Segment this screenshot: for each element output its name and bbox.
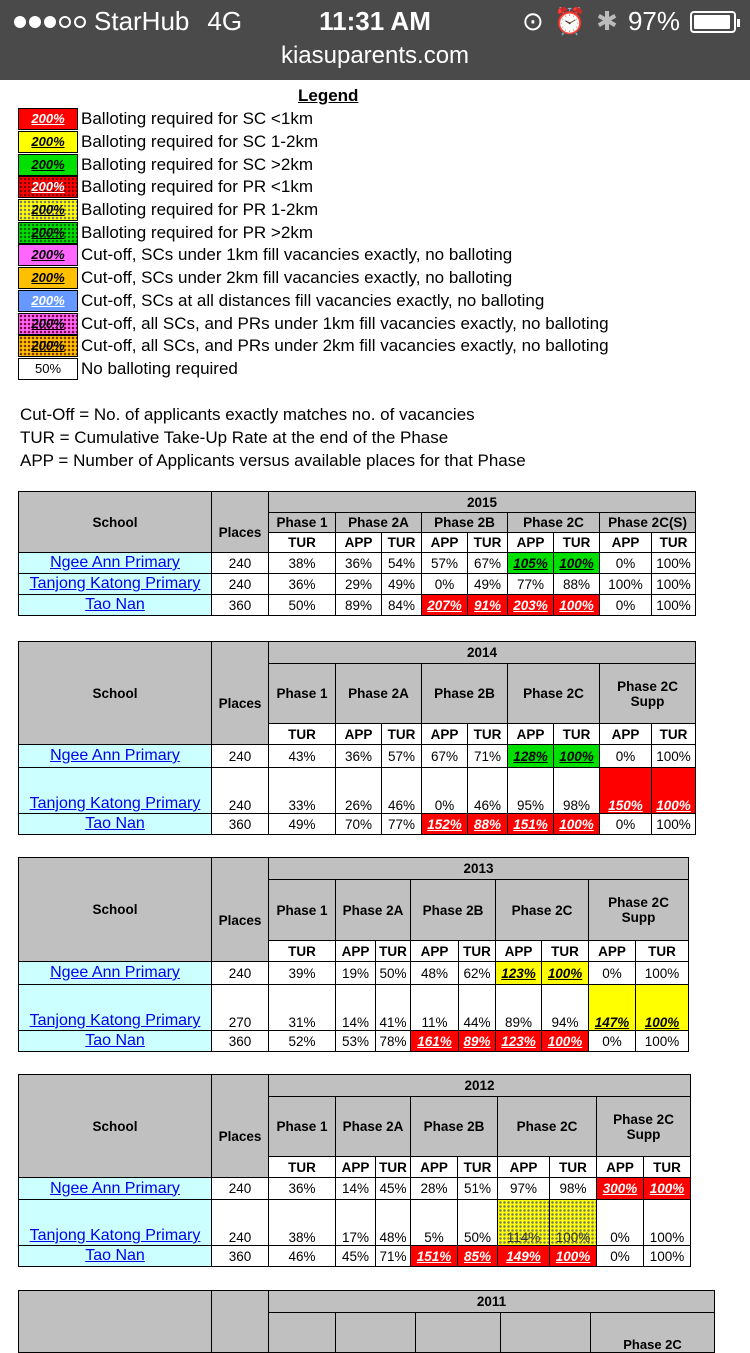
table-row [19,595,696,616]
cell: 62% [459,962,496,985]
cell: 100% [652,814,696,835]
cell: 49% [468,574,508,595]
clock: 11:31 AM [319,6,431,36]
legend-swatch: 200% [18,335,78,357]
cell: 43% [269,745,336,768]
cell: 240 [212,1178,269,1200]
tur-header: TUR [458,1157,498,1178]
table-row [19,1246,691,1267]
legend-swatch: 200% [18,154,78,176]
cell: 240 [212,745,269,768]
legend-item [18,131,609,154]
tur-header: TUR [636,941,689,962]
legend-title: Legend [298,86,359,105]
cell: 11% [411,985,459,1031]
cell: 360 [212,814,269,835]
tur-header: TUR [468,724,508,745]
cell: 28% [411,1178,458,1200]
table-row [19,1200,691,1246]
bluetooth-icon: ✱ [596,6,618,36]
school-link[interactable]: Ngee Ann Primary [19,553,212,574]
cell: 98% [554,768,600,814]
cell: 240 [212,1200,269,1246]
cell: 88% [468,814,508,835]
cell: 39% [269,962,336,985]
table-row [19,1178,691,1200]
cell: 100% [542,962,589,985]
cell: 54% [382,553,422,574]
cell: 0% [600,745,652,768]
cell: 0% [589,1031,636,1052]
cell: 0% [597,1246,644,1267]
phase2c-header: Phase 2C [508,664,600,724]
cell: 36% [336,553,382,574]
tur-header: TUR [644,1157,691,1178]
cell: 123% [496,962,542,985]
cell: 41% [376,985,411,1031]
cell: 26% [336,768,382,814]
phase2c-header: Phase 2C [496,880,589,941]
table-row [19,962,689,985]
cell: 36% [269,574,336,595]
cell: 100% [644,1178,691,1200]
legend-item [18,312,609,335]
cell: 100% [554,553,600,574]
phase1-header: Phase 1 [269,1097,336,1157]
app-header: APP [600,724,652,745]
battery-percent: 97% [627,6,680,36]
phase2a-header: Phase 2A [336,1097,411,1157]
phase2a-header: Phase 2A [336,664,422,724]
school-link[interactable]: Tanjong Katong Primary [19,985,212,1031]
app-header: APP [336,1157,376,1178]
carrier-name: StarHub [94,6,190,36]
school-link[interactable]: Tao Nan [19,1031,212,1052]
cell: 0% [600,814,652,835]
school-header [19,1291,212,1353]
cell: 67% [422,745,468,768]
cell: 151% [508,814,554,835]
legend-swatch: 200% [18,131,78,153]
cell: 0% [422,768,468,814]
legend-text: Balloting required for SC 1-2km [81,132,319,152]
definitions [20,403,526,472]
cell: 123% [496,1031,542,1052]
cell: 97% [498,1178,550,1200]
cell: 49% [269,814,336,835]
app-header: APP [496,941,542,962]
school-header: School [19,858,212,962]
school-link[interactable]: Tao Nan [19,1246,212,1267]
cell: 100% [652,595,696,616]
rotation-lock-icon: ⊙ [521,6,544,36]
legend-swatch: 200% [18,176,78,198]
year-label: 2015 [269,492,696,513]
tur-header: TUR [554,533,600,553]
cell: 149% [498,1246,550,1267]
cell: 203% [508,595,554,616]
cell: 77% [508,574,554,595]
app-header: APP [422,533,468,553]
cell: 100% [644,1200,691,1246]
legend-item [18,358,609,381]
tur-header: TUR [652,533,696,553]
legend-item [18,199,609,222]
cell: 50% [376,962,411,985]
tur-header: TUR [550,1157,597,1178]
phase2csupp-header: Phase 2C Supp [600,664,696,724]
legend-item [18,267,609,290]
table-row [19,745,696,768]
cell: 46% [382,768,422,814]
cell: 91% [468,595,508,616]
school-header: School [19,642,212,745]
cell: 0% [422,574,468,595]
app-header: APP [600,533,652,553]
cell: 152% [422,814,468,835]
table-row [19,574,696,595]
legend-item [18,335,609,358]
tur-header: TUR [554,724,600,745]
places-header: Places [212,513,269,553]
cell: 36% [269,1178,336,1200]
school-link[interactable]: Ngee Ann Primary [19,962,212,985]
cell: 100% [644,1246,691,1267]
year-label: 2013 [269,858,689,880]
legend-item [18,290,609,313]
cell: 67% [468,553,508,574]
status-icons [522,6,736,37]
cell: 98% [550,1178,597,1200]
cell: 46% [468,768,508,814]
tur-header: TUR [269,533,336,553]
tur-header: TUR [269,1157,336,1178]
legend-swatch: 200% [18,313,78,335]
phase2cs-header: Phase 2C(S) [600,513,696,533]
phase2c-header: Phase 2C [508,513,600,533]
cell: 45% [336,1246,376,1267]
cell: 240 [212,553,269,574]
cell: 14% [336,985,376,1031]
table-2015 [18,491,696,616]
legend-text: Balloting required for PR >2km [81,222,313,242]
phase2a-header: Phase 2A [336,880,411,941]
legend-text: Balloting required for SC >2km [81,154,313,174]
cell: 50% [269,595,336,616]
cell: 100% [550,1200,597,1246]
cell: 240 [212,768,269,814]
status-bar [0,0,750,80]
tur-header: TUR [542,941,589,962]
places-header: Places [212,1097,269,1178]
cell: 89% [459,1031,496,1052]
definition-app: APP = Number of Applicants versus available places for that Phase [20,451,526,470]
network-type: 4G [207,6,243,36]
cell: 100% [652,745,696,768]
cell: 89% [496,985,542,1031]
cell: 128% [508,745,554,768]
cell: 78% [376,1031,411,1052]
cell: 100% [636,962,689,985]
cell: 71% [468,745,508,768]
legend-text: Cut-off, SCs at all distances fill vacancies exactly, no balloting [81,290,545,310]
app-header: APP [498,1157,550,1178]
legend-swatch: 200% [18,222,78,244]
school-link[interactable]: Tanjong Katong Primary [19,768,212,814]
tur-header: TUR [459,941,496,962]
legend-swatch: 50% [18,358,78,380]
cell: 300% [597,1178,644,1200]
cell: 147% [589,985,636,1031]
battery-icon [690,11,736,33]
cell: 0% [597,1200,644,1246]
table-2014 [18,641,696,835]
cell: 53% [336,1031,376,1052]
places-header: Places [212,664,269,745]
phase2b-header: Phase 2B [411,880,496,941]
app-header: APP [336,724,382,745]
legend-swatch: 200% [18,244,78,266]
app-header: APP [336,533,382,553]
cell: 100% [554,745,600,768]
cell: 49% [382,574,422,595]
cell: 240 [212,574,269,595]
legend-text: Cut-off, all SCs, and PRs under 2km fill vacancies exactly, no balloting [81,336,609,356]
places-header: Places [212,880,269,962]
cell: 70% [336,814,382,835]
year-label: 2014 [269,642,696,664]
tur-header: TUR [382,724,422,745]
cell: 150% [600,768,652,814]
cell: 38% [269,553,336,574]
app-header: APP [508,724,554,745]
cell: 38% [269,1200,336,1246]
cell: 100% [652,574,696,595]
legend-item [18,221,609,244]
cell: 100% [554,595,600,616]
legend-text: Cut-off, SCs under 2km fill vacancies exactly, no balloting [81,268,513,288]
cell: 240 [212,962,269,985]
cell: 14% [336,1178,376,1200]
cell: 46% [269,1246,336,1267]
tur-header: TUR [269,724,336,745]
phase2b-header: Phase 2B [411,1097,498,1157]
table-2011 [18,1290,715,1353]
year-label: 2012 [269,1075,691,1097]
legend-text: Cut-off, all SCs, and PRs under 1km fill vacancies exactly, no balloting [81,313,609,333]
phase2b-header: Phase 2B [422,664,508,724]
cell: 84% [382,595,422,616]
cell: 17% [336,1200,376,1246]
table-row [19,1031,689,1052]
cell: 44% [459,985,496,1031]
cell: 95% [508,768,554,814]
app-header: APP [336,941,376,962]
tur-header: TUR [376,1157,411,1178]
cell: 161% [411,1031,459,1052]
cell: 360 [212,1031,269,1052]
school-link[interactable]: Tao Nan [19,814,212,835]
cell: 77% [382,814,422,835]
app-header: APP [411,1157,458,1178]
alarm-icon: ⏰ [553,6,587,36]
legend-text: Balloting required for PR <1km [81,177,313,197]
phase2c-header: Phase 2C [498,1097,597,1157]
cell: 100% [550,1246,597,1267]
cell: 31% [269,985,336,1031]
cell: 100% [636,1031,689,1052]
cell: 0% [589,962,636,985]
cell: 5% [411,1200,458,1246]
cell: 0% [600,553,652,574]
cell: 29% [336,574,382,595]
year-label: 2011 [269,1291,715,1313]
cell: 48% [411,962,459,985]
school-link[interactable]: Tanjong Katong Primary [19,1200,212,1246]
cell: 207% [422,595,468,616]
legend-item [18,244,609,267]
cell: 52% [269,1031,336,1052]
phase2b-header: Phase 2B [422,513,508,533]
table-row [19,768,696,814]
app-header: APP [411,941,459,962]
cell: 105% [508,553,554,574]
cell: 19% [336,962,376,985]
legend-swatch: 200% [18,290,78,312]
legend-swatch: 200% [18,267,78,289]
legend-text: Balloting required for PR 1-2km [81,200,319,220]
cell: 85% [458,1246,498,1267]
phase2c-partial-header: Phase 2C [591,1313,715,1353]
cell: 51% [458,1178,498,1200]
legend-item [18,176,609,199]
cell: 100% [652,553,696,574]
phase1-header: Phase 1 [269,664,336,724]
table-row [19,985,689,1031]
legend-swatch: 200% [18,199,78,221]
cell: 270 [212,985,269,1031]
phase1-header: Phase 1 [269,513,336,533]
cell: 151% [411,1246,458,1267]
cell: 94% [542,985,589,1031]
legend-swatch: 200% [18,108,78,130]
tur-header: TUR [269,941,336,962]
table-row [19,553,696,574]
table-2012 [18,1074,691,1267]
cell: 100% [542,1031,589,1052]
tur-header: TUR [382,533,422,553]
app-header: APP [422,724,468,745]
definition-cutoff: Cut-Off = No. of applicants exactly matches no. of vacancies [20,405,475,424]
cell: 89% [336,595,382,616]
app-header: APP [597,1157,644,1178]
legend-text: Cut-off, SCs under 1km fill vacancies exactly, no balloting [81,245,513,265]
cell: 360 [212,595,269,616]
legend-item [18,153,609,176]
cell: 114% [498,1200,550,1246]
table-2013 [18,857,689,1052]
school-header: School [19,1075,212,1178]
school-link[interactable]: Ngee Ann Primary [19,1178,212,1200]
phase2a-header: Phase 2A [336,513,422,533]
phase2csupp-header: Phase 2C Supp [597,1097,691,1157]
cell: 360 [212,1246,269,1267]
phase1-header: Phase 1 [269,880,336,941]
cell: 100% [600,574,652,595]
tur-header: TUR [376,941,411,962]
cell: 45% [376,1178,411,1200]
cell: 33% [269,768,336,814]
definition-tur: TUR = Cumulative Take-Up Rate at the end of the Phase [20,428,449,447]
cell: 0% [600,595,652,616]
tur-header: TUR [468,533,508,553]
school-link[interactable]: Tao Nan [19,595,212,616]
table-row [19,814,696,835]
school-link[interactable]: Ngee Ann Primary [19,745,212,768]
cell: 100% [554,814,600,835]
tur-header: TUR [652,724,696,745]
phase2csupp-header: Phase 2C Supp [589,880,689,941]
app-header: APP [508,533,554,553]
school-header: School [19,492,212,553]
legend-text: No balloting required [81,358,238,378]
cell: 88% [554,574,600,595]
legend-text: Balloting required for SC <1km [81,109,313,129]
legend-item [18,108,609,131]
cell: 50% [458,1200,498,1246]
app-header: APP [589,941,636,962]
url-bar[interactable]: kiasuparents.com [280,42,470,69]
school-link[interactable]: Tanjong Katong Primary [19,574,212,595]
cell: 71% [376,1246,411,1267]
cell: 100% [636,985,689,1031]
cell: 100% [652,768,696,814]
cell: 48% [376,1200,411,1246]
cell: 57% [422,553,468,574]
cell: 36% [336,745,382,768]
cell: 57% [382,745,422,768]
